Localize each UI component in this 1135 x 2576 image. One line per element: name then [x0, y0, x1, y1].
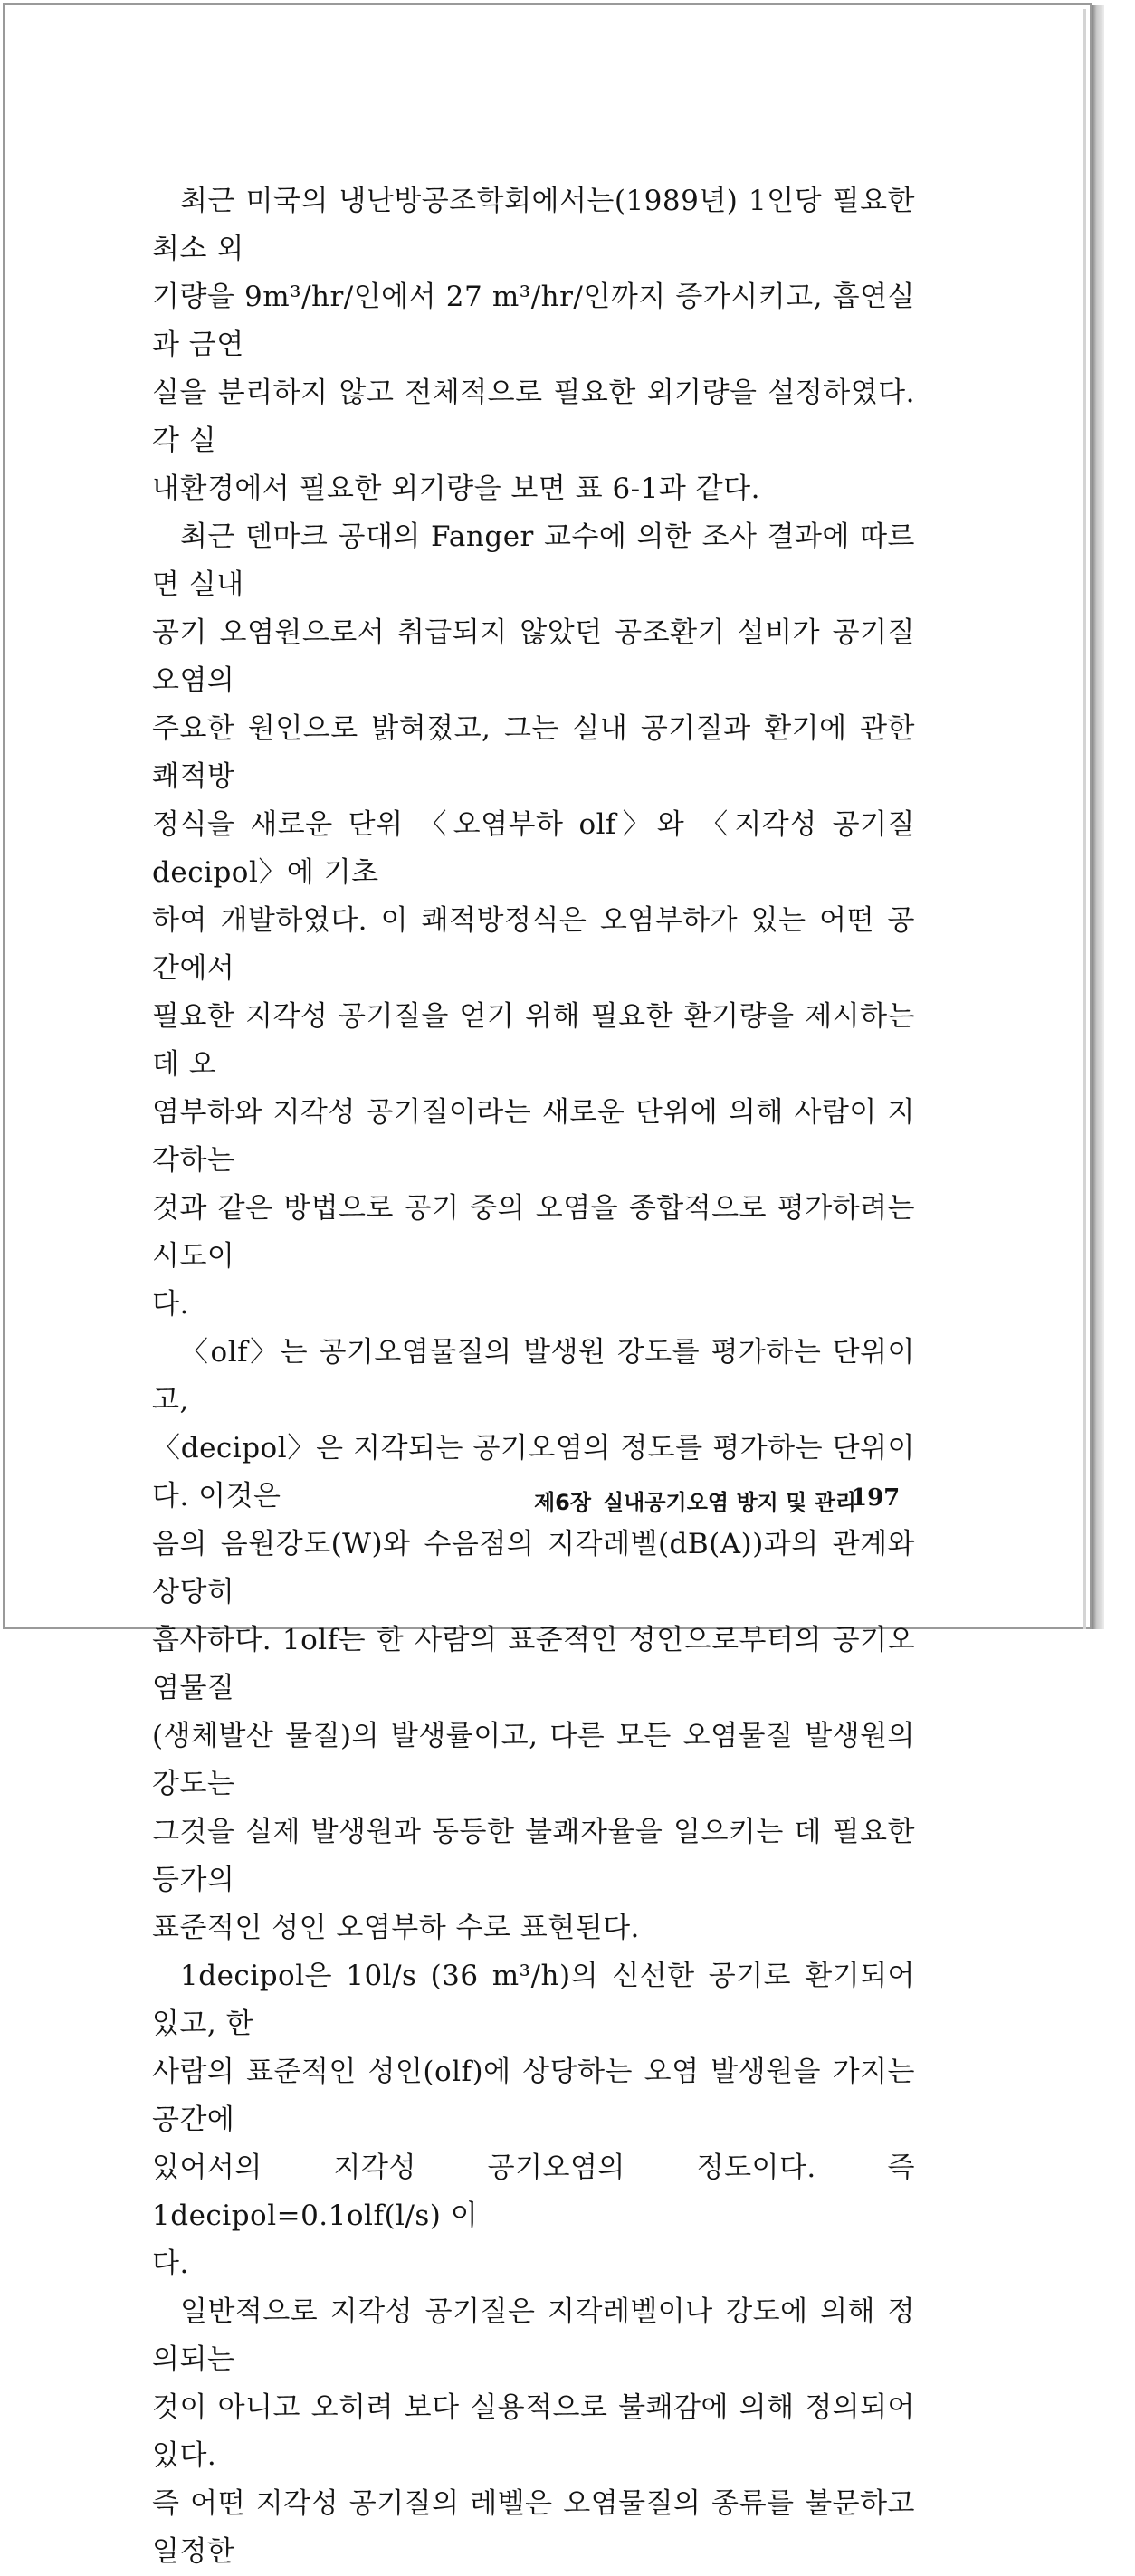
chapter-title: 실내공기오염 방지 및 관리 — [603, 1490, 857, 1515]
page-footer — [534, 1484, 901, 1521]
chapter-label: 제6장 — [534, 1490, 592, 1515]
page-number: 197 — [851, 1484, 901, 1512]
paragraph-ventilation-standard: 최근 미국의 냉난방공조학회에서는(1989년) 1인당 필요한 최소 외 기량을 9m³/hr/인에서 27 m³/hr/인까지 증가시키고, 흡연실과 금연 실을 분리하지 않고 전체적으로 필요한 외기량을 설정하였다. 각 실 내환경에서 필요한 외기량을 보면 표 6-1과 같다. — [152, 185, 915, 505]
body-text — [152, 177, 915, 2576]
paragraph-perceived-air-quality: 일반적으로 지각성 공기질은 지각레벨이나 강도에 의해 정의되는 것이 아니고 오히려 보다 실용적으로 불쾌감에 의해 정의되어 있다. 즉 어떤 지각성 공기질의 레벨은 오염물질의 종류를 불문하고 일정한 — [152, 2295, 915, 2568]
paragraph-fanger-study: 최근 덴마크 공대의 Fanger 교수에 의한 조사 결과에 따르면 실내 공기 오염원으로서 취급되지 않았던 공조환기 설비가 공기질 오염의 주요한 원인으로 밝혀졌고, 그는 실내 공기질과 환기에 관한 쾌적방 정식을 새로운 단위 〈오염부하 olf〉와 〈지각성 공기질 decipol〉에 기초 하여 개발하였다. 이 쾌적방정식은 오염부하가 있는 어떤 공간에서 필요한 지각성 공기질을 얻기 위해 필요한 환기량을 제시하는 데 오 염부하와 지각성 공기질이라는 새로운 단위에 의해 사람이 지각하는 것과 같은 방법으로 공기 중의 오염을 종합적으로 평가하려는 시도이 다. — [152, 520, 915, 1321]
page-edge-shadow — [1092, 5, 1104, 1629]
paragraph-olf-definition: 〈olf〉는 공기오염물질의 발생원 강도를 평가하는 단위이고, 〈decipol〉은 지각되는 공기오염의 정도를 평가하는 단위이다. 이것은 음의 음원강도(W)와 수음점의 지각레벨(dB(A))과의 관계와 상당히 흡사하다. 1olf는 한 사람의 표준적인 성인으로부터의 공기오염물질 (생체발산 물질)의 발생률이고, 다른 모든 오염물질 발생원의 강도는 그것을 실제 발생원과 동등한 불쾌자율을 일으키는 데 필요한 등가의 표준적인 성인 오염부하 수로 표현된다. — [152, 1336, 915, 1944]
paragraph-decipol-definition: 1decipol은 10l/s (36 m³/h)의 신선한 공기로 환기되어 있고, 한 사람의 표준적인 성인(olf)에 상당하는 오염 발생원을 가지는 공간에 있어서의 지각성 공기오염의 정도이다. 즉 1decipol=0.1olf(l/s) 이 다. — [152, 1960, 915, 2280]
page-edge-line — [1083, 9, 1086, 1629]
